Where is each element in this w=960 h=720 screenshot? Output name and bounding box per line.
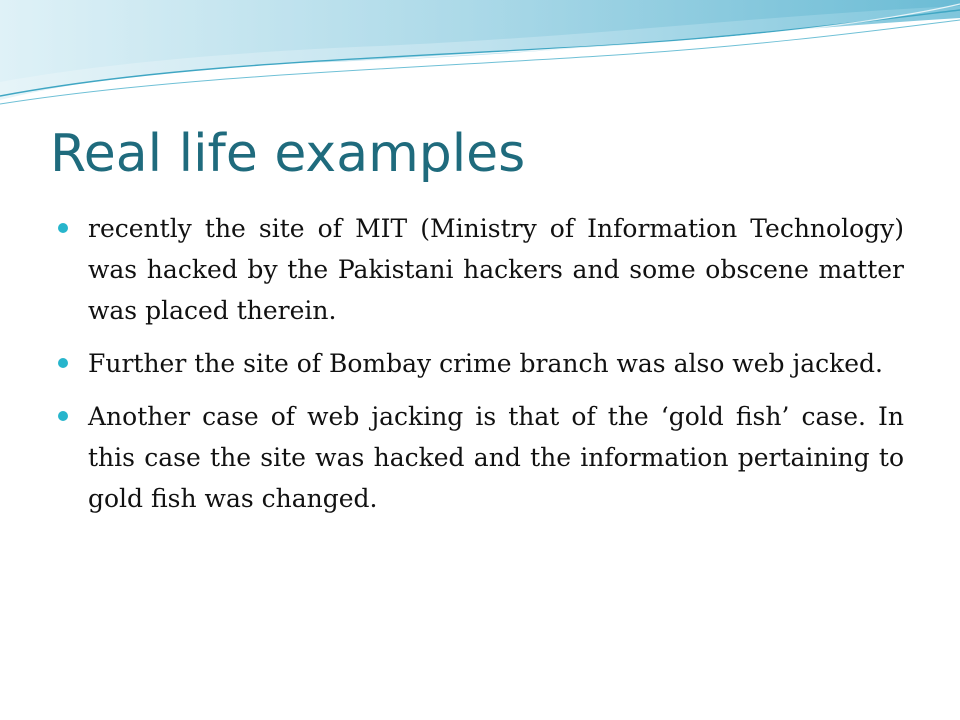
bullet-text: Another case of web jacking is that of the ‘gold fish’ case. In this case the site was hacked and the information pertaining to gold fish was changed. bbox=[88, 402, 904, 513]
bullet-text: Further the site of Bombay crime branch was also web jacked. bbox=[88, 349, 884, 378]
bullet-text: recently the site of MIT (Ministry of Information Technology) was hacked by the Pakistani hackers and some obscene matter was placed therein. bbox=[88, 214, 904, 325]
bullet-item bbox=[58, 343, 904, 384]
slide-title: Real life examples bbox=[50, 124, 526, 184]
bullet-dot-icon bbox=[58, 358, 68, 368]
bullet-item bbox=[58, 396, 904, 519]
bullet-list bbox=[58, 208, 904, 531]
bullet-item bbox=[58, 208, 904, 331]
bullet-dot-icon bbox=[58, 223, 68, 233]
bullet-dot-icon bbox=[58, 411, 68, 421]
decorative-wave-header bbox=[0, 0, 960, 110]
